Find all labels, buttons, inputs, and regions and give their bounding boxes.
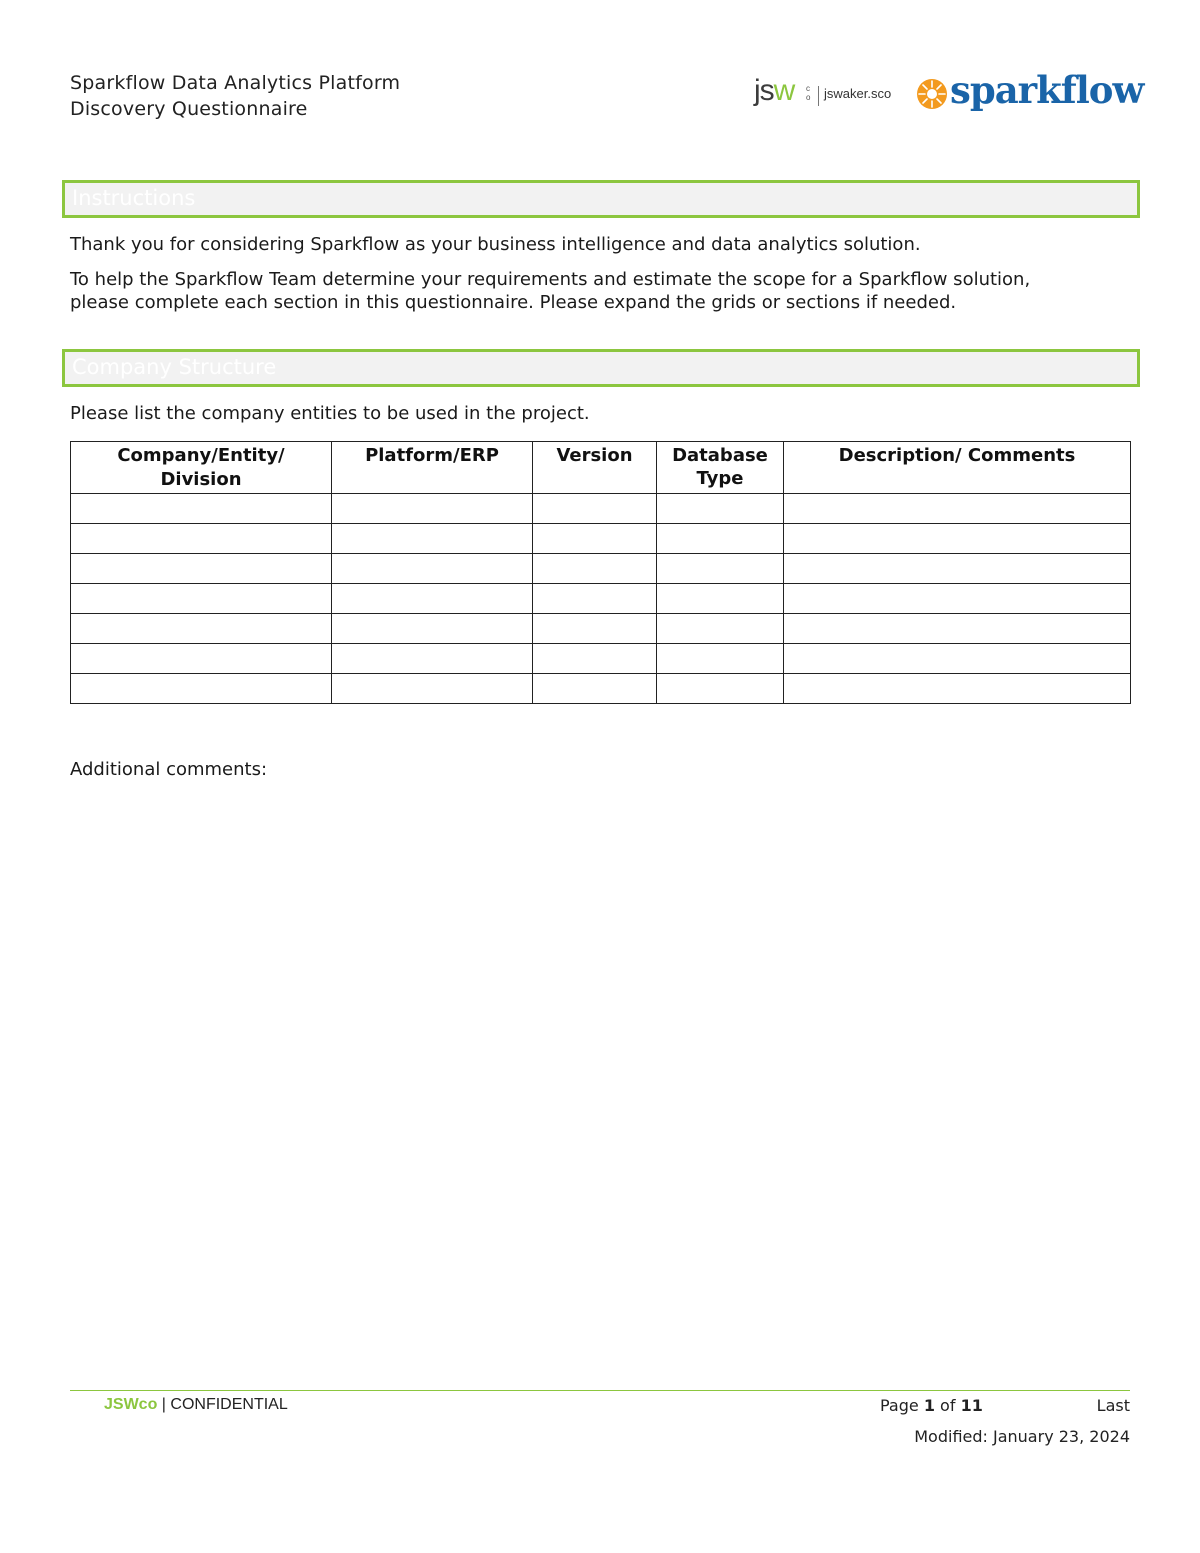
page-total: 11 [960, 1396, 983, 1415]
last-label: Last [1096, 1396, 1130, 1415]
jsw-logo [754, 74, 794, 108]
column-header-description: Description/ Comments [784, 442, 1131, 494]
column-header-version: Version [533, 442, 657, 494]
table-cell[interactable] [784, 584, 1131, 614]
table-cell[interactable] [71, 614, 332, 644]
table-cell[interactable] [533, 494, 657, 524]
table-cell[interactable] [784, 554, 1131, 584]
footer-brand: JSWco [104, 1396, 158, 1413]
table-cell[interactable] [657, 524, 784, 554]
jsw-logo-w: w [773, 74, 795, 107]
table-cell[interactable] [533, 554, 657, 584]
table-row [71, 644, 1131, 674]
additional-comments-label: Additional comments: [70, 759, 268, 780]
table-cell[interactable] [332, 644, 533, 674]
table-cell[interactable] [71, 674, 332, 704]
table-cell[interactable] [657, 584, 784, 614]
table-cell[interactable] [533, 644, 657, 674]
modified-label: Modified: [914, 1427, 993, 1446]
table-cell[interactable] [784, 494, 1131, 524]
table-cell[interactable] [71, 584, 332, 614]
table-cell[interactable] [533, 614, 657, 644]
table-cell[interactable] [533, 584, 657, 614]
footer-divider [70, 1390, 1130, 1391]
table-cell[interactable] [71, 644, 332, 674]
jswaker-logo-text: jswaker.sco [824, 86, 892, 101]
sparkflow-sun-icon [916, 78, 948, 110]
table-row [71, 614, 1131, 644]
table-cell[interactable] [332, 674, 533, 704]
table-cell[interactable] [657, 554, 784, 584]
company-logos [754, 68, 1144, 116]
instructions-heading: Instructions [72, 186, 196, 210]
table-cell[interactable] [784, 614, 1131, 644]
instructions-paragraph-2-line-1: To help the Sparkflow Team determine your requirements and estimate the scope for a Sparkflow solution, [70, 269, 1031, 290]
table-cell[interactable] [332, 494, 533, 524]
table-cell[interactable] [784, 644, 1131, 674]
page-current: 1 [923, 1396, 935, 1415]
table-cell[interactable] [332, 614, 533, 644]
column-header-company: Company/Entity/ Division [71, 442, 332, 494]
table-cell[interactable] [657, 644, 784, 674]
column-header-database-type: Database Type [657, 442, 784, 494]
table-row [71, 494, 1131, 524]
table-row [71, 584, 1131, 614]
table-cell[interactable] [657, 494, 784, 524]
footer-confidential-label: CONFIDENTIAL [170, 1396, 288, 1413]
table-cell[interactable] [657, 614, 784, 644]
jsw-logo-co: c o [806, 84, 811, 102]
table-cell[interactable] [71, 524, 332, 554]
table-cell[interactable] [784, 674, 1131, 704]
title-line-1: Sparkflow Data Analytics Platform [70, 72, 401, 94]
table-cell[interactable] [657, 674, 784, 704]
table-row [71, 674, 1131, 704]
table-row [71, 554, 1131, 584]
modified-date: January 23, 2024 [993, 1427, 1130, 1446]
footer-separator: | [157, 1396, 171, 1413]
company-structure-intro: Please list the company entities to be used in the project. [70, 403, 590, 424]
instructions-paragraph-1: Thank you for considering Sparkflow as your business intelligence and data analytics solution. [70, 234, 921, 255]
table-header-row [71, 442, 1131, 494]
table-cell[interactable] [332, 584, 533, 614]
column-header-platform: Platform/ERP [332, 442, 533, 494]
logo-divider [818, 86, 819, 106]
jsw-logo-prefix: js [754, 74, 774, 107]
instructions-paragraph-2 [70, 268, 1030, 314]
footer-page-info [880, 1396, 1130, 1446]
instructions-heading-bar [62, 180, 1140, 218]
title-line-2: Discovery Questionnaire [70, 98, 308, 120]
table-cell[interactable] [533, 524, 657, 554]
table-cell[interactable] [332, 524, 533, 554]
table-cell[interactable] [784, 524, 1131, 554]
company-structure-heading: Company Structure [72, 355, 277, 379]
page-of: of [934, 1396, 961, 1415]
sparkflow-logo-text: sparkflow [950, 68, 1144, 112]
company-entities-table [70, 441, 1131, 704]
document-title [70, 70, 400, 122]
footer-confidential [104, 1396, 288, 1414]
table-cell[interactable] [71, 554, 332, 584]
table-row [71, 524, 1131, 554]
instructions-paragraph-2-line-2: please complete each section in this questionnaire. Please expand the grids or sections if needed. [70, 292, 957, 313]
table-cell[interactable] [533, 674, 657, 704]
table-cell[interactable] [71, 494, 332, 524]
table-cell[interactable] [332, 554, 533, 584]
page-label: Page [880, 1396, 924, 1415]
table-body [71, 494, 1131, 704]
company-structure-heading-bar [62, 349, 1140, 387]
